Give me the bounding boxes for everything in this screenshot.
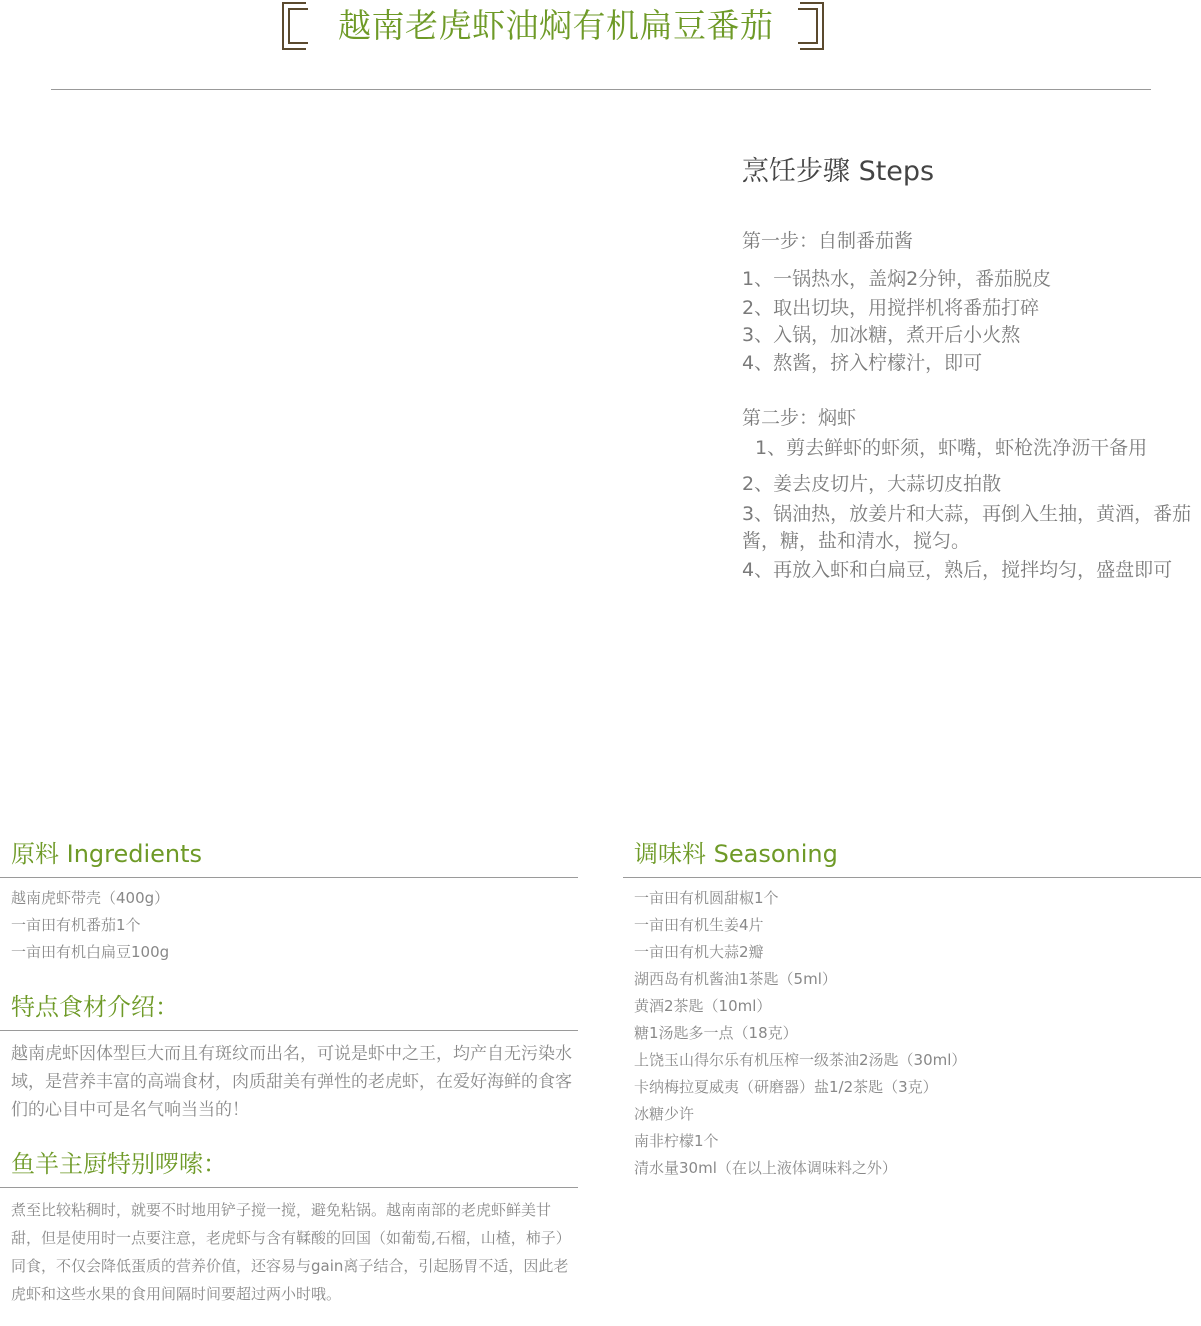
list-item: 南非柠檬1个 [634, 1132, 719, 1150]
list-item: 糖1汤匙多一点（18克） [634, 1024, 798, 1042]
step-1-line: 1、一锅热水，盖焖2分钟，番茄脱皮 [742, 268, 1052, 290]
list-item: 卡纳梅拉夏威夷（研磨器）盐1/2茶匙（3克） [634, 1078, 938, 1096]
seasoning-divider [623, 877, 1201, 878]
step-1-title: 第一步：自制番茄酱 [742, 230, 914, 252]
step-2-line: 3、锅油热，放姜片和大蒜，再倒入生抽，黄酒，番茄酱，糖，盐和清水，搅匀。 [742, 503, 1192, 552]
ingredients-heading: 原料 Ingredients [11, 840, 203, 868]
chef-notes-divider [0, 1187, 578, 1188]
features-heading: 特点食材介绍： [11, 993, 179, 1021]
recipe-title: 越南老虎虾油焖有机扁豆番茄 [338, 6, 774, 45]
ingredients-list [11, 885, 169, 966]
list-item: 黄酒2茶匙（10ml） [634, 997, 772, 1015]
step-1-line: 4、熬酱，挤入柠檬汁，即可 [742, 352, 983, 374]
list-item: 一亩田有机生姜4片 [634, 916, 764, 934]
recipe-title-block [282, 2, 824, 48]
features-divider [0, 1030, 578, 1031]
list-item: 一亩田有机圆甜椒1个 [634, 889, 779, 907]
features-text: 越南虎虾因体型巨大而且有斑纹而出名，可说是虾中之王，均产自无污染水域，是营养丰富的高端食材，肉质甜美有弹性的老虎虾，在爱好海鲜的食客们的心目中可是名气响当当的！ [11, 1044, 572, 1120]
seasoning-heading: 调味料 Seasoning [634, 840, 838, 868]
list-item: 清水量30ml（在以上液体调味料之外） [634, 1159, 897, 1177]
step-2-title: 第二步：焖虾 [742, 407, 857, 429]
ingredients-divider [0, 877, 578, 878]
step-1-line: 3、入锅，加冰糖，煮开后小火熬 [742, 324, 1021, 346]
left-bracket-icon [282, 2, 306, 50]
list-item: 一亩田有机白扁豆100g [11, 943, 170, 961]
step-1-line: 2、取出切块，用搅拌机将番茄打碎 [742, 297, 1040, 319]
chef-notes-heading: 鱼羊主厨特别啰嗦： [11, 1150, 227, 1178]
list-item: 越南虎虾带壳（400g） [11, 889, 170, 907]
seasoning-list [634, 885, 966, 1182]
steps-heading: 烹饪步骤 Steps [742, 156, 935, 187]
right-bracket-icon [800, 2, 824, 50]
steps-section [742, 150, 1194, 581]
list-item: 上饶玉山得尔乐有机压榨一级茶油2汤匙（30ml） [634, 1051, 967, 1069]
list-item: 一亩田有机番茄1个 [11, 916, 141, 934]
step-2-line: 4、再放入虾和白扁豆，熟后，搅拌均匀，盛盘即可 [742, 559, 1173, 581]
list-item: 湖西岛有机酱油1茶匙（5ml） [634, 970, 837, 988]
list-item: 冰糖少许 [634, 1105, 695, 1123]
step-2-line: 2、姜去皮切片，大蒜切皮拍散 [742, 473, 1002, 495]
list-item: 一亩田有机大蒜2瓣 [634, 943, 764, 961]
step-2-line: 1、剪去鲜虾的虾须，虾嘴，虾枪洗净沥干备用 [755, 437, 1148, 459]
title-divider [51, 89, 1151, 90]
chef-notes-text: 煮至比较粘稠时，就要不时地用铲子搅一搅，避免粘锅。越南南部的老虎虾鲜美甘甜，但是使用时一点要注意，老虎虾与含有鞣酸的回国（如葡萄,石榴，山楂，柿子）同食，不仅会降低蛋质的营养价值，还容易与gain离子结合，引起肠胃不适，因此老虎虾和这些水果的食用间隔时间要超过两小时哦。 [11, 1201, 571, 1303]
